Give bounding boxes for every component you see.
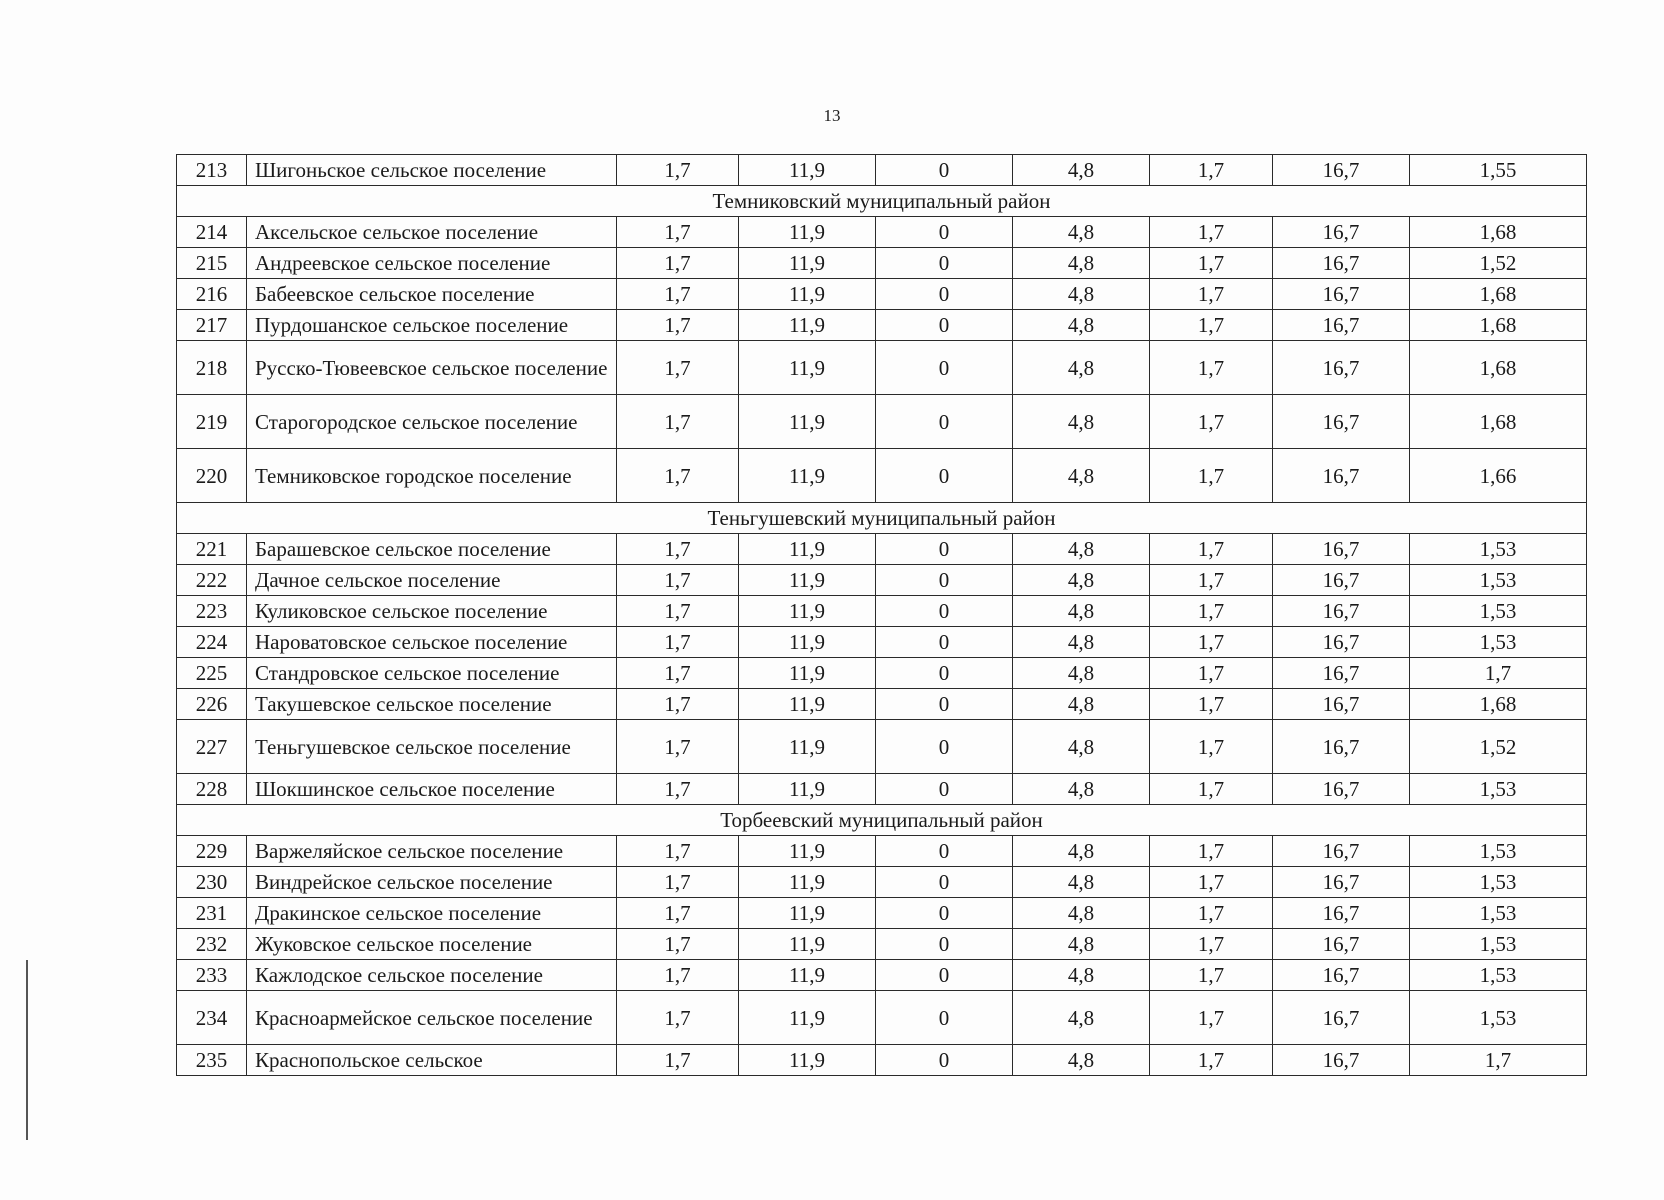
value-col-6-cell: 16,7 (1273, 929, 1410, 960)
value-col-4-cell: 4,8 (1013, 248, 1150, 279)
value-col-2-cell: 11,9 (739, 1045, 876, 1076)
value-col-7-cell: 1,53 (1410, 898, 1587, 929)
table-row (177, 867, 1587, 898)
value-col-7-cell: 1,52 (1410, 248, 1587, 279)
value-col-2-cell: 11,9 (739, 217, 876, 248)
table-row (177, 565, 1587, 596)
value-col-3-cell: 0 (876, 836, 1013, 867)
table-row (177, 310, 1587, 341)
settlement-name-cell: Куликовское сельское поселение (247, 596, 617, 627)
row-number-cell: 231 (177, 898, 247, 929)
value-col-7-cell: 1,53 (1410, 627, 1587, 658)
value-col-2-cell: 11,9 (739, 310, 876, 341)
value-col-1-cell: 1,7 (617, 248, 739, 279)
value-col-4-cell: 4,8 (1013, 929, 1150, 960)
value-col-5-cell: 1,7 (1150, 658, 1273, 689)
value-col-5-cell: 1,7 (1150, 395, 1273, 449)
value-col-3-cell: 0 (876, 449, 1013, 503)
value-col-4-cell: 4,8 (1013, 1045, 1150, 1076)
value-col-7-cell: 1,53 (1410, 774, 1587, 805)
value-col-2-cell: 11,9 (739, 658, 876, 689)
value-col-2-cell: 11,9 (739, 720, 876, 774)
settlement-name-cell: Нароватовское сельское поселение (247, 627, 617, 658)
table-row (177, 929, 1587, 960)
value-col-5-cell: 1,7 (1150, 1045, 1273, 1076)
value-col-6-cell: 16,7 (1273, 395, 1410, 449)
value-col-5-cell: 1,7 (1150, 867, 1273, 898)
table-row (177, 449, 1587, 503)
row-number-cell: 218 (177, 341, 247, 395)
value-col-1-cell: 1,7 (617, 991, 739, 1045)
value-col-7-cell: 1,53 (1410, 534, 1587, 565)
value-col-1-cell: 1,7 (617, 929, 739, 960)
value-col-1-cell: 1,7 (617, 279, 739, 310)
table-row (177, 248, 1587, 279)
table-row (177, 155, 1587, 186)
value-col-5-cell: 1,7 (1150, 627, 1273, 658)
value-col-1-cell: 1,7 (617, 658, 739, 689)
row-number-cell: 235 (177, 1045, 247, 1076)
settlement-name-cell: Темниковское городское поселение (247, 449, 617, 503)
table-row (177, 341, 1587, 395)
value-col-5-cell: 1,7 (1150, 960, 1273, 991)
settlement-name-cell: Дачное сельское поселение (247, 565, 617, 596)
table-row (177, 960, 1587, 991)
value-col-1-cell: 1,7 (617, 836, 739, 867)
value-col-3-cell: 0 (876, 217, 1013, 248)
table-row (177, 836, 1587, 867)
value-col-3-cell: 0 (876, 341, 1013, 395)
value-col-1-cell: 1,7 (617, 867, 739, 898)
value-col-6-cell: 16,7 (1273, 898, 1410, 929)
row-number-cell: 227 (177, 720, 247, 774)
value-col-1-cell: 1,7 (617, 960, 739, 991)
value-col-1-cell: 1,7 (617, 898, 739, 929)
settlement-name-cell: Бабеевское сельское поселение (247, 279, 617, 310)
value-col-3-cell: 0 (876, 248, 1013, 279)
value-col-4-cell: 4,8 (1013, 534, 1150, 565)
value-col-3-cell: 0 (876, 774, 1013, 805)
value-col-1-cell: 1,7 (617, 720, 739, 774)
value-col-6-cell: 16,7 (1273, 565, 1410, 596)
district-title: Теньгушевский муниципальный район (177, 503, 1587, 534)
settlement-name-cell: Старогородское сельское поселение (247, 395, 617, 449)
table-row (177, 720, 1587, 774)
value-col-3-cell: 0 (876, 155, 1013, 186)
value-col-2-cell: 11,9 (739, 929, 876, 960)
value-col-4-cell: 4,8 (1013, 898, 1150, 929)
row-number-cell: 217 (177, 310, 247, 341)
value-col-3-cell: 0 (876, 689, 1013, 720)
value-col-6-cell: 16,7 (1273, 689, 1410, 720)
value-col-3-cell: 0 (876, 310, 1013, 341)
value-col-3-cell: 0 (876, 627, 1013, 658)
value-col-7-cell: 1,68 (1410, 279, 1587, 310)
value-col-2-cell: 11,9 (739, 836, 876, 867)
value-col-1-cell: 1,7 (617, 449, 739, 503)
value-col-5-cell: 1,7 (1150, 248, 1273, 279)
value-col-1-cell: 1,7 (617, 217, 739, 248)
value-col-1-cell: 1,7 (617, 774, 739, 805)
value-col-2-cell: 11,9 (739, 960, 876, 991)
row-number-cell: 220 (177, 449, 247, 503)
row-number-cell: 225 (177, 658, 247, 689)
value-col-3-cell: 0 (876, 565, 1013, 596)
value-col-3-cell: 0 (876, 720, 1013, 774)
value-col-1-cell: 1,7 (617, 1045, 739, 1076)
value-col-2-cell: 11,9 (739, 449, 876, 503)
value-col-7-cell: 1,53 (1410, 565, 1587, 596)
table-row (177, 1045, 1587, 1076)
table-body (177, 155, 1587, 1076)
value-col-6-cell: 16,7 (1273, 720, 1410, 774)
value-col-4-cell: 4,8 (1013, 217, 1150, 248)
settlement-name-cell: Стандровское сельское поселение (247, 658, 617, 689)
table-row (177, 658, 1587, 689)
value-col-2-cell: 11,9 (739, 596, 876, 627)
value-col-5-cell: 1,7 (1150, 689, 1273, 720)
value-col-4-cell: 4,8 (1013, 658, 1150, 689)
value-col-4-cell: 4,8 (1013, 720, 1150, 774)
value-col-3-cell: 0 (876, 898, 1013, 929)
settlement-name-cell: Варжеляйское сельское поселение (247, 836, 617, 867)
row-number-cell: 223 (177, 596, 247, 627)
value-col-1-cell: 1,7 (617, 155, 739, 186)
value-col-2-cell: 11,9 (739, 774, 876, 805)
value-col-6-cell: 16,7 (1273, 774, 1410, 805)
value-col-2-cell: 11,9 (739, 155, 876, 186)
value-col-6-cell: 16,7 (1273, 658, 1410, 689)
settlement-name-cell: Кажлодское сельское поселение (247, 960, 617, 991)
district-section-row (177, 186, 1587, 217)
value-col-3-cell: 0 (876, 279, 1013, 310)
value-col-7-cell: 1,66 (1410, 449, 1587, 503)
value-col-5-cell: 1,7 (1150, 534, 1273, 565)
value-col-5-cell: 1,7 (1150, 565, 1273, 596)
value-col-3-cell: 0 (876, 867, 1013, 898)
value-col-7-cell: 1,68 (1410, 395, 1587, 449)
value-col-1-cell: 1,7 (617, 689, 739, 720)
value-col-2-cell: 11,9 (739, 565, 876, 596)
value-col-6-cell: 16,7 (1273, 960, 1410, 991)
value-col-2-cell: 11,9 (739, 279, 876, 310)
table-row (177, 689, 1587, 720)
value-col-7-cell: 1,53 (1410, 991, 1587, 1045)
value-col-5-cell: 1,7 (1150, 279, 1273, 310)
value-col-6-cell: 16,7 (1273, 449, 1410, 503)
value-col-5-cell: 1,7 (1150, 929, 1273, 960)
value-col-7-cell: 1,53 (1410, 960, 1587, 991)
value-col-1-cell: 1,7 (617, 534, 739, 565)
row-number-cell: 216 (177, 279, 247, 310)
row-number-cell: 233 (177, 960, 247, 991)
value-col-4-cell: 4,8 (1013, 310, 1150, 341)
value-col-7-cell: 1,7 (1410, 658, 1587, 689)
value-col-1-cell: 1,7 (617, 596, 739, 627)
settlement-name-cell: Виндрейское сельское поселение (247, 867, 617, 898)
row-number-cell: 232 (177, 929, 247, 960)
value-col-6-cell: 16,7 (1273, 596, 1410, 627)
table-row (177, 534, 1587, 565)
value-col-6-cell: 16,7 (1273, 341, 1410, 395)
value-col-5-cell: 1,7 (1150, 991, 1273, 1045)
settlement-name-cell: Шокшинское сельское поселение (247, 774, 617, 805)
value-col-6-cell: 16,7 (1273, 836, 1410, 867)
table-row (177, 991, 1587, 1045)
value-col-6-cell: 16,7 (1273, 217, 1410, 248)
table-row (177, 627, 1587, 658)
table-row (177, 898, 1587, 929)
row-number-cell: 215 (177, 248, 247, 279)
value-col-6-cell: 16,7 (1273, 991, 1410, 1045)
row-number-cell: 213 (177, 155, 247, 186)
value-col-6-cell: 16,7 (1273, 155, 1410, 186)
value-col-5-cell: 1,7 (1150, 596, 1273, 627)
value-col-5-cell: 1,7 (1150, 341, 1273, 395)
value-col-7-cell: 1,53 (1410, 929, 1587, 960)
value-col-7-cell: 1,53 (1410, 867, 1587, 898)
row-number-cell: 228 (177, 774, 247, 805)
value-col-5-cell: 1,7 (1150, 774, 1273, 805)
value-col-2-cell: 11,9 (739, 898, 876, 929)
value-col-1-cell: 1,7 (617, 627, 739, 658)
value-col-6-cell: 16,7 (1273, 1045, 1410, 1076)
row-number-cell: 230 (177, 867, 247, 898)
row-number-cell: 229 (177, 836, 247, 867)
value-col-5-cell: 1,7 (1150, 310, 1273, 341)
value-col-4-cell: 4,8 (1013, 627, 1150, 658)
scan-margin-line (26, 960, 28, 1140)
value-col-4-cell: 4,8 (1013, 449, 1150, 503)
settlement-name-cell: Жуковское сельское поселение (247, 929, 617, 960)
value-col-3-cell: 0 (876, 395, 1013, 449)
settlement-name-cell: Аксельское сельское поселение (247, 217, 617, 248)
value-col-3-cell: 0 (876, 1045, 1013, 1076)
value-col-7-cell: 1,55 (1410, 155, 1587, 186)
value-col-4-cell: 4,8 (1013, 867, 1150, 898)
data-table (176, 154, 1587, 1076)
value-col-2-cell: 11,9 (739, 627, 876, 658)
value-col-3-cell: 0 (876, 658, 1013, 689)
row-number-cell: 221 (177, 534, 247, 565)
value-col-6-cell: 16,7 (1273, 627, 1410, 658)
row-number-cell: 224 (177, 627, 247, 658)
value-col-4-cell: 4,8 (1013, 689, 1150, 720)
value-col-7-cell: 1,68 (1410, 689, 1587, 720)
value-col-4-cell: 4,8 (1013, 279, 1150, 310)
value-col-6-cell: 16,7 (1273, 310, 1410, 341)
row-number-cell: 234 (177, 991, 247, 1045)
row-number-cell: 214 (177, 217, 247, 248)
value-col-7-cell: 1,68 (1410, 341, 1587, 395)
settlement-name-cell: Такушевское сельское поселение (247, 689, 617, 720)
value-col-5-cell: 1,7 (1150, 217, 1273, 248)
district-title: Темниковский муниципальный район (177, 186, 1587, 217)
value-col-5-cell: 1,7 (1150, 898, 1273, 929)
settlement-name-cell: Пурдошанское сельское поселение (247, 310, 617, 341)
value-col-2-cell: 11,9 (739, 991, 876, 1045)
value-col-4-cell: 4,8 (1013, 596, 1150, 627)
value-col-3-cell: 0 (876, 534, 1013, 565)
value-col-7-cell: 1,52 (1410, 720, 1587, 774)
settlement-name-cell: Красноармейское сельское поселение (247, 991, 617, 1045)
value-col-6-cell: 16,7 (1273, 248, 1410, 279)
value-col-3-cell: 0 (876, 960, 1013, 991)
value-col-4-cell: 4,8 (1013, 395, 1150, 449)
page-number: 13 (823, 106, 841, 125)
table-row (177, 217, 1587, 248)
value-col-1-cell: 1,7 (617, 565, 739, 596)
value-col-4-cell: 4,8 (1013, 774, 1150, 805)
table-row (177, 596, 1587, 627)
value-col-1-cell: 1,7 (617, 310, 739, 341)
settlement-name-cell: Андреевское сельское поселение (247, 248, 617, 279)
value-col-7-cell: 1,68 (1410, 310, 1587, 341)
value-col-4-cell: 4,8 (1013, 836, 1150, 867)
value-col-3-cell: 0 (876, 596, 1013, 627)
value-col-3-cell: 0 (876, 929, 1013, 960)
table-row (177, 279, 1587, 310)
value-col-4-cell: 4,8 (1013, 565, 1150, 596)
value-col-6-cell: 16,7 (1273, 279, 1410, 310)
value-col-5-cell: 1,7 (1150, 720, 1273, 774)
value-col-2-cell: 11,9 (739, 689, 876, 720)
row-number-cell: 219 (177, 395, 247, 449)
settlement-name-cell: Дракинское сельское поселение (247, 898, 617, 929)
value-col-2-cell: 11,9 (739, 248, 876, 279)
row-number-cell: 222 (177, 565, 247, 596)
value-col-2-cell: 11,9 (739, 341, 876, 395)
settlement-name-cell: Шигоньское сельское поселение (247, 155, 617, 186)
district-section-row (177, 503, 1587, 534)
district-section-row (177, 805, 1587, 836)
value-col-4-cell: 4,8 (1013, 341, 1150, 395)
value-col-4-cell: 4,8 (1013, 991, 1150, 1045)
settlement-name-cell: Краснопольское сельское (247, 1045, 617, 1076)
settlement-name-cell: Барашевское сельское поселение (247, 534, 617, 565)
value-col-2-cell: 11,9 (739, 395, 876, 449)
value-col-4-cell: 4,8 (1013, 960, 1150, 991)
value-col-2-cell: 11,9 (739, 534, 876, 565)
value-col-5-cell: 1,7 (1150, 836, 1273, 867)
table-row (177, 395, 1587, 449)
value-col-6-cell: 16,7 (1273, 534, 1410, 565)
district-title: Торбеевский муниципальный район (177, 805, 1587, 836)
value-col-4-cell: 4,8 (1013, 155, 1150, 186)
value-col-1-cell: 1,7 (617, 395, 739, 449)
value-col-7-cell: 1,53 (1410, 836, 1587, 867)
value-col-7-cell: 1,68 (1410, 217, 1587, 248)
value-col-2-cell: 11,9 (739, 867, 876, 898)
value-col-1-cell: 1,7 (617, 341, 739, 395)
value-col-3-cell: 0 (876, 991, 1013, 1045)
settlement-name-cell: Русско-Тювеевское сельское поселение (247, 341, 617, 395)
value-col-5-cell: 1,7 (1150, 449, 1273, 503)
value-col-5-cell: 1,7 (1150, 155, 1273, 186)
settlement-name-cell: Теньгушевское сельское поселение (247, 720, 617, 774)
table-row (177, 774, 1587, 805)
value-col-7-cell: 1,53 (1410, 596, 1587, 627)
row-number-cell: 226 (177, 689, 247, 720)
value-col-6-cell: 16,7 (1273, 867, 1410, 898)
value-col-7-cell: 1,7 (1410, 1045, 1587, 1076)
